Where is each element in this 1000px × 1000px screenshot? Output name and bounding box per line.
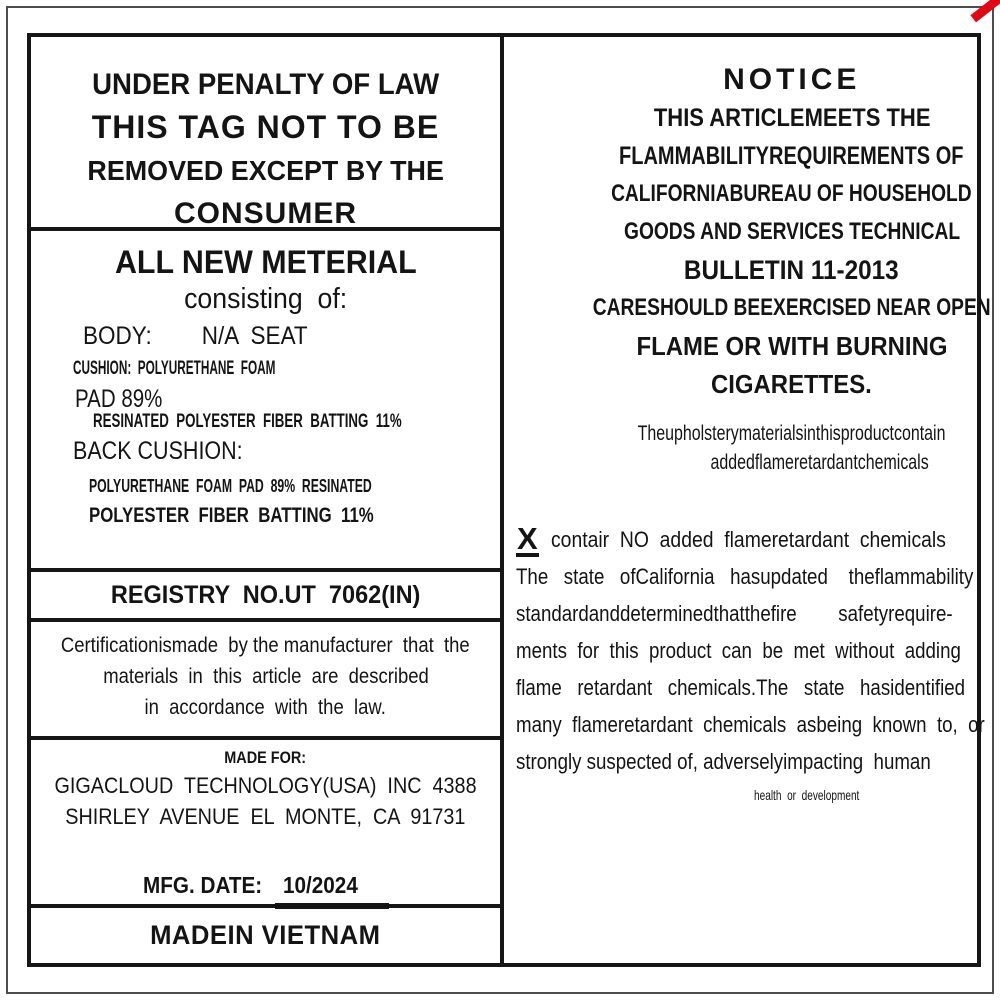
material-section [31, 231, 500, 572]
mfg-date-underline [275, 868, 388, 909]
resinated-line: RESINATED POLYESTER FIBER BATTING 11% [93, 411, 402, 432]
body-line: BODY: N/A SEAT [83, 322, 308, 350]
consisting-of-line: consisting of: [183, 283, 348, 315]
checked-option-line: X contair NO added flameretardant chemicals [517, 521, 946, 556]
material-title: ALL NEW METERIAL [114, 244, 417, 280]
notice-bulletin-line: BULLETIN 11-2013 [684, 255, 900, 285]
pad-line: PAD 89% [75, 385, 163, 413]
made-in-text: MADEIN VIETNAM [150, 920, 381, 950]
notice-line: CALIFORNIABUREAU OF HOUSEHOLD [611, 180, 972, 207]
back-cushion-line: POLYURETHANE FOAM PAD 89% RESINATED [89, 476, 372, 496]
cushion-line: CUSHION: POLYURETHANE FOAM [73, 358, 276, 379]
made-for-title: MADE FOR: [224, 748, 307, 767]
mfg-date-value: 10/2024 [283, 872, 359, 898]
notice-line: GOODS AND SERVICES TECHNICAL [623, 218, 960, 245]
label-border-box [27, 33, 991, 967]
made-in-section [31, 908, 500, 963]
flame-retardant-paragraph [516, 521, 1000, 810]
paragraph-line: many flameretardant chemicals asbeing known to, or [516, 712, 985, 737]
upholstery-line: addedflameretardantchemicals [710, 451, 929, 474]
upholstery-line: Theupholsterymaterialsinthisproductcontain [637, 422, 946, 445]
penalty-line: UNDER PENALTY OF LAW [91, 68, 440, 101]
left-column [31, 37, 504, 963]
paragraph-line: ments for this product can be met without adding [516, 638, 961, 663]
certification-section [31, 622, 500, 740]
manufacturer-line: SHIRLEY AVENUE EL MONTE, CA 91731 [65, 804, 466, 829]
paragraph-line: strongly suspected of, adverselyimpacting human [516, 749, 931, 774]
made-for-section [31, 740, 500, 908]
certification-line: Certificationismade by the manufacturer that the [61, 634, 470, 657]
penalty-line: REMOVED EXCEPT BY THE [87, 155, 444, 186]
penalty-line: THIS TAG NOT TO BE [91, 109, 440, 145]
notice-line: FLAME OR WITH BURNING [636, 331, 948, 361]
penalty-line: CONSUMER [173, 197, 357, 230]
paragraph-line: flame retardant chemicals.The state hasidentified [516, 675, 966, 700]
certification-line: in accordance with the law. [144, 696, 387, 719]
paragraph-line: standardanddeterminedthatthefire safetyrequire- [516, 601, 953, 626]
notice-title: NOTICE [723, 63, 861, 96]
notice-line: FLAMMABILITYREQUIREMENTS OF [619, 142, 964, 170]
notice-column [504, 37, 1000, 963]
mfg-date-label: MFG. DATE: [142, 872, 263, 898]
registry-number: REGISTRY NO.UT 7062(IN) [110, 580, 421, 609]
notice-line: CARESHOULD BEEXERCISED NEAR OPEN [592, 294, 991, 321]
upholstery-statement [516, 419, 1000, 477]
penalty-section [31, 37, 500, 231]
back-cushion-label: BACK CUSHION: [73, 437, 243, 465]
paragraph-line: health or development [753, 787, 859, 803]
paragraph-line: The state ofCalifornia hasupdated theflammability [516, 564, 974, 589]
x-check-mark: X [517, 521, 538, 556]
manufacturer-line: GIGACLOUD TECHNOLOGY(USA) INC 4388 [54, 773, 477, 798]
certification-line: materials in this article are described [102, 665, 429, 688]
registry-section [31, 572, 500, 622]
back-cushion-line: POLYESTER FIBER BATTING 11% [89, 504, 374, 527]
notice-line: THIS ARTICLEMEETS THE [653, 104, 931, 132]
notice-line: CIGARETTES. [711, 369, 873, 399]
